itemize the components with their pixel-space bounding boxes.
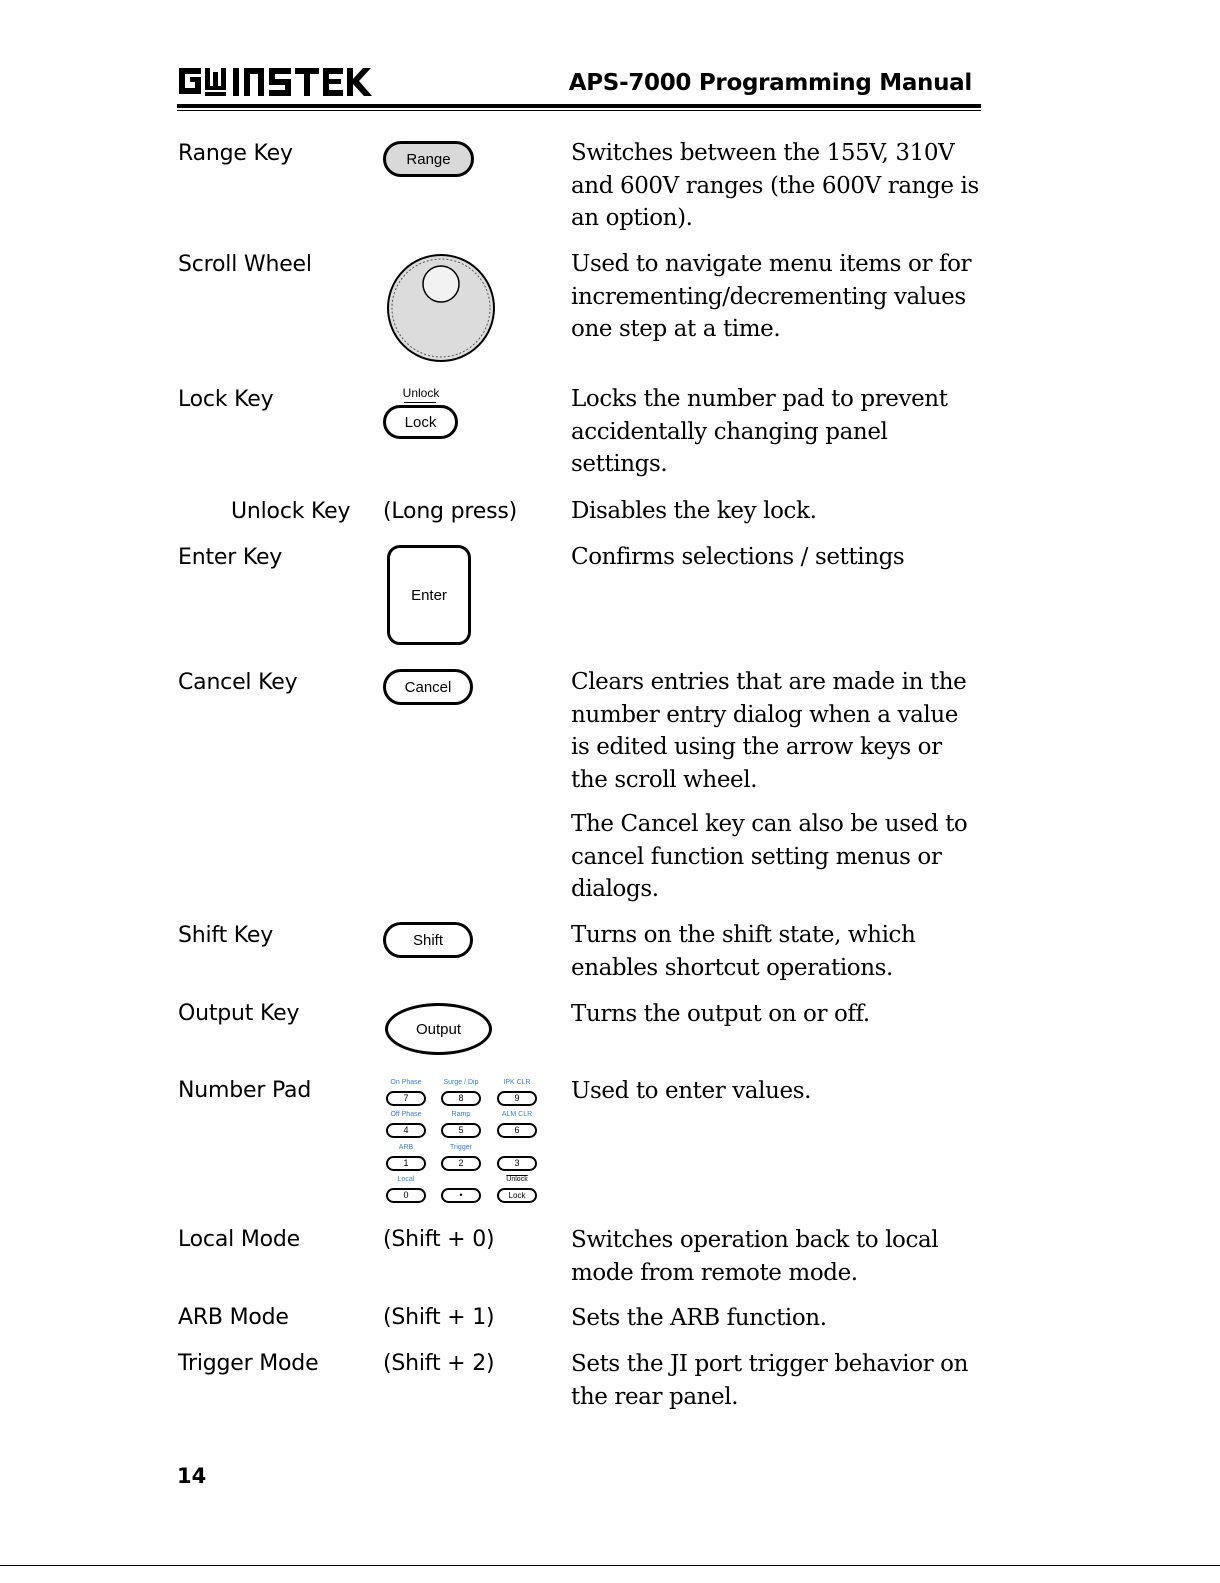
trigger-mode-label: Trigger Mode: [178, 1351, 319, 1376]
numpad-key-decimal: [441, 1175, 481, 1203]
numpad-shift-label: ALM CLR: [501, 1111, 533, 1118]
unlock-shift-label: Unlock: [402, 386, 440, 400]
scroll-wheel-description: Used to navigate menu items or for incrementing/decrementing values one step at a time.: [571, 251, 972, 342]
numpad-key-1: [386, 1143, 426, 1171]
trigger-mode-description: Sets the JI port trigger behavior on the rear panel.: [571, 1351, 969, 1410]
numpad-key-label: Lock: [497, 1188, 537, 1203]
range-key-description: Switches between the 155V, 310V and 600V ranges (the 600V range is an option).: [571, 140, 979, 231]
numpad-key-label: 1: [386, 1156, 426, 1171]
page-bottom-edge: [0, 1565, 1220, 1566]
output-key-description: Turns the output on or off.: [571, 1001, 870, 1027]
unlock-key-description: Disables the key lock.: [571, 498, 817, 524]
arb-mode-shortcut: (Shift + 1): [383, 1305, 495, 1330]
range-key-icon: Range: [383, 141, 474, 177]
shift-key-description: Turns on the shift state, which enables shortcut operations.: [571, 922, 916, 981]
local-mode-shortcut: (Shift + 0): [383, 1227, 495, 1252]
header-divider-thin: [177, 110, 981, 111]
numpad-key-label: 2: [441, 1156, 481, 1171]
numpad-key-9: [497, 1078, 537, 1106]
shift-key-label: Shift Key: [178, 923, 274, 948]
gw-instek-logo: [177, 64, 373, 98]
cancel-key-description-2: The Cancel key can also be used to cancel function setting menus or dialogs.: [571, 811, 968, 902]
numpad-key-label: 5: [441, 1123, 481, 1138]
unlock-underline: [404, 402, 436, 403]
lock-key-icon: Lock: [383, 405, 458, 439]
lock-key-description: Locks the number pad to prevent accidentally changing panel settings.: [571, 386, 948, 477]
numpad-key-5: [441, 1110, 481, 1138]
numpad-key-lock: [497, 1175, 537, 1203]
numpad-key-label: 4: [386, 1123, 426, 1138]
numpad-shift-label: Local: [397, 1176, 415, 1183]
enter-key-description: Confirms selections / settings: [571, 544, 905, 570]
enter-key-label: Enter Key: [178, 545, 283, 570]
cancel-key-description: Clears entries that are made in the number entry dialog when a value is edited using the arrow keys or the scroll wheel.: [571, 669, 967, 793]
number-pad-description: Used to enter values.: [571, 1078, 812, 1104]
arb-mode-description: Sets the ARB function.: [571, 1305, 827, 1331]
numpad-key-label: 0: [386, 1188, 426, 1203]
numpad-shift-label: IPK CLR: [503, 1079, 531, 1086]
numpad-key-label: 8: [441, 1091, 481, 1106]
scroll-wheel-label: Scroll Wheel: [178, 252, 312, 277]
numpad-shift-label: [441, 1175, 481, 1184]
numpad-key-8: [441, 1078, 481, 1106]
numpad-key-label: •: [441, 1188, 481, 1203]
range-key-label: Range Key: [178, 141, 293, 166]
numpad-key-label: 6: [497, 1123, 537, 1138]
manual-title: APS-7000 Programming Manual: [568, 70, 972, 96]
numpad-key-0: [386, 1175, 426, 1203]
local-mode-description: Switches operation back to local mode from remote mode.: [571, 1227, 939, 1286]
cancel-key-icon: Cancel: [383, 669, 473, 705]
unlock-key-method: (Long press): [383, 499, 517, 524]
unlock-key-label: Unlock Key: [231, 499, 351, 524]
numpad-shift-label: Unlock: [506, 1176, 528, 1183]
numpad-key-label: 3: [497, 1156, 537, 1171]
numpad-key-6: [497, 1110, 537, 1138]
numpad-key-7: [386, 1078, 426, 1106]
numpad-key-label: 7: [386, 1091, 426, 1106]
numpad-shift-label: Surge / Dip: [443, 1079, 479, 1086]
arb-mode-label: ARB Mode: [178, 1305, 289, 1330]
cancel-key-label: Cancel Key: [178, 670, 298, 695]
lock-key-label: Lock Key: [178, 387, 274, 412]
number-pad-label: Number Pad: [178, 1078, 312, 1103]
trigger-mode-shortcut: (Shift + 2): [383, 1351, 495, 1376]
number-pad-icon: [385, 1078, 540, 1208]
scroll-wheel-icon: [386, 253, 496, 363]
numpad-shift-label: ARB: [398, 1144, 414, 1151]
numpad-shift-label: Trigger: [450, 1144, 472, 1151]
numpad-key-label: 9: [497, 1091, 537, 1106]
shift-key-icon: Shift: [383, 922, 473, 958]
numpad-shift-label: On Phase: [390, 1079, 422, 1086]
numpad-key-2: [441, 1143, 481, 1171]
numpad-shift-label: [497, 1143, 537, 1152]
numpad-key-4: [386, 1110, 426, 1138]
page-number: 14: [177, 1464, 207, 1488]
enter-key-icon: Enter: [387, 545, 471, 645]
local-mode-label: Local Mode: [178, 1227, 300, 1252]
numpad-shift-label: Off Phase: [390, 1111, 422, 1118]
numpad-shift-label: Ramp: [451, 1111, 471, 1118]
output-key-icon: Output: [385, 1003, 492, 1055]
numpad-key-3: [497, 1143, 537, 1171]
output-key-label: Output Key: [178, 1001, 300, 1026]
header-divider: [177, 104, 981, 108]
